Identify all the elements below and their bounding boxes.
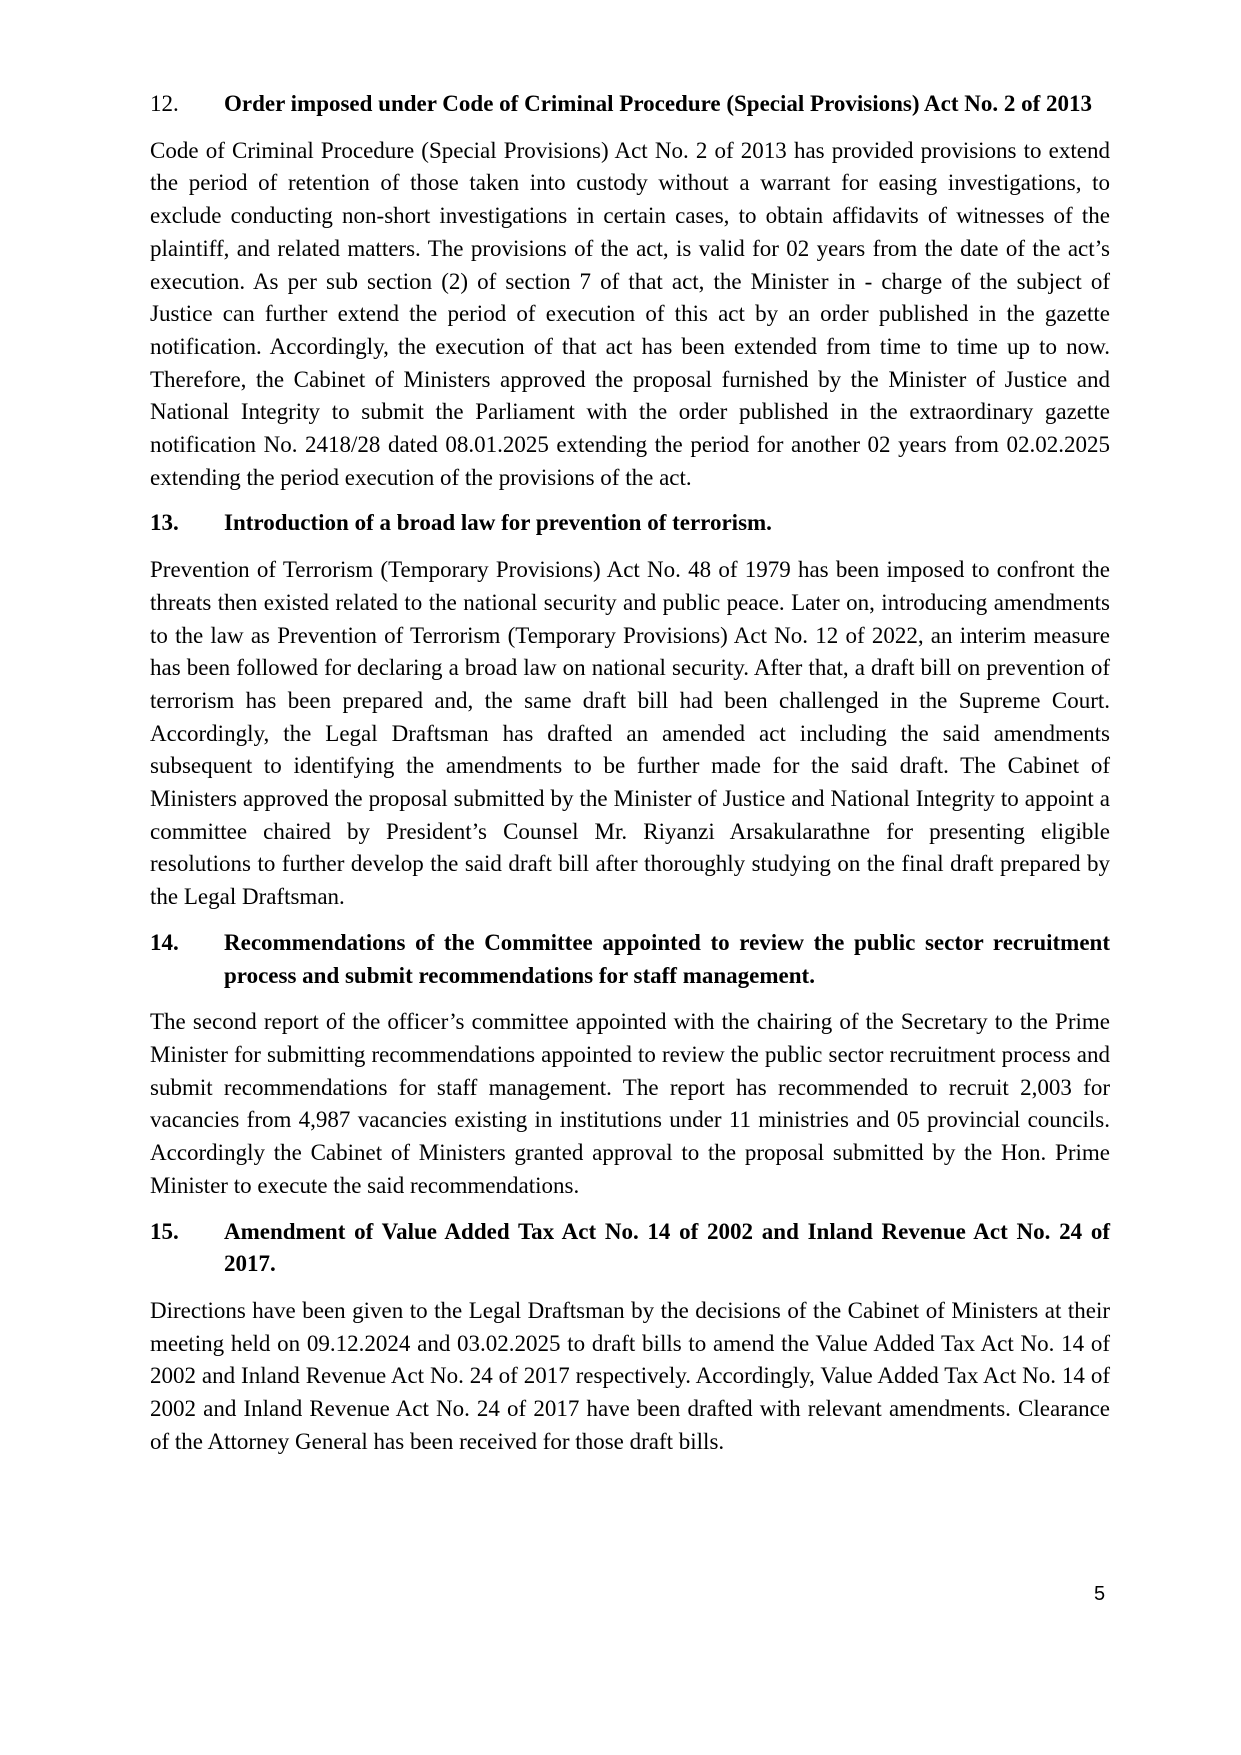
section-body: Directions have been given to the Legal Draftsman by the decisions of the Cabinet of Ministers at their meeting held on 09.12.2024 and 03.02.2025 to draft bills to amend the Value Added Tax Act No. 14 of 2002 and Inland Revenue Act No. 24 of 2017 respectively. Accordingly, Value Added Tax Act No. 14 of 2002 and Inland Revenue Act No. 24 of 2017 have been drafted with relevant amendments. Clearance of the Attorney General has been received for those draft bills. bbox=[150, 1297, 1110, 1454]
section-heading bbox=[150, 927, 1110, 992]
section-number: 15. bbox=[150, 1218, 179, 1244]
section-title: Recommendations of the Committee appointed to review the public sector recruitment process and submit recommendations for staff management. bbox=[224, 929, 1110, 988]
section-heading bbox=[150, 88, 1110, 121]
section-title: Amendment of Value Added Tax Act No. 14 of 2002 and Inland Revenue Act No. 24 of 2017. bbox=[224, 1218, 1110, 1277]
section-number: 12. bbox=[150, 91, 179, 116]
section-heading bbox=[150, 1216, 1110, 1281]
section-body: Prevention of Terrorism (Temporary Provisions) Act No. 48 of 1979 has been imposed to confront the threats then existed related to the national security and public peace. Later on, introducing amendments to the law as Prevention of Terrorism (Temporary Provisions) Act No. 12 of 2022, an interim measure has been followed for declaring a broad law on national security. After that, a draft bill on prevention of terrorism has been prepared and, the same draft bill had been challenged in the Supreme Court. Accordingly, the Legal Draftsman has drafted an amended act including the said amendments subsequent to identifying the amendments to be further made for the said draft. The Cabinet of Ministers approved the proposal submitted by the Minister of Justice and National Integrity to appoint a committee chaired by President’s Counsel Mr. Riyanzi Arsakularathne for presenting eligible resolutions to further develop the said draft bill after thoroughly studying on the final draft prepared by the Legal Draftsman. bbox=[150, 557, 1110, 910]
section-body: The second report of the officer’s committee appointed with the chairing of the Secretary to the Prime Minister for submitting recommendations appointed to review the public sector recruitment process and submit recommendations for staff management. The report has recommended to recruit 2,003 for vacancies from 4,987 vacancies existing in institutions under 11 ministries and 05 provincial councils. Accordingly the Cabinet of Ministers granted approval to the proposal submitted by the Hon. Prime Minister to execute the said recommendations. bbox=[150, 1009, 1110, 1198]
section-number: 14. bbox=[150, 929, 179, 955]
section-title: Order imposed under Code of Criminal Procedure (Special Provisions) Act No. 2 of 2013 bbox=[224, 91, 1093, 116]
section-title: Introduction of a broad law for prevention of terrorism. bbox=[224, 510, 772, 536]
document-page bbox=[150, 88, 1110, 1471]
section-number: 13. bbox=[150, 510, 179, 536]
section-12 bbox=[150, 88, 1110, 494]
section-14 bbox=[150, 927, 1110, 1203]
section-13 bbox=[150, 507, 1110, 913]
section-15 bbox=[150, 1216, 1110, 1459]
page-number: 5 bbox=[1094, 1583, 1106, 1605]
section-body: Code of Criminal Procedure (Special Provisions) Act No. 2 of 2013 has provided provisions to extend the period of retention of those taken into custody without a warrant for easing investigations, to exclude conducting non-short investigations in certain cases, to obtain affidavits of witnesses of the plaintiff, and related matters. The provisions of the act, is valid for 02 years from the date of the act’s execution. As per sub section (2) of section 7 of that act, the Minister in - charge of the subject of Justice can further extend the period of execution of this act by an order published in the gazette notification. Accordingly, the execution of that act has been extended from time to time up to now. Therefore, the Cabinet of Ministers approved the proposal furnished by the Minister of Justice and National Integrity to submit the Parliament with the order published in the extraordinary gazette notification No. 2418/28 dated 08.01.2025 extending the period for another 02 years from 02.02.2025 extending the period execution of the provisions of the act. bbox=[150, 137, 1110, 490]
section-heading bbox=[150, 507, 1110, 540]
